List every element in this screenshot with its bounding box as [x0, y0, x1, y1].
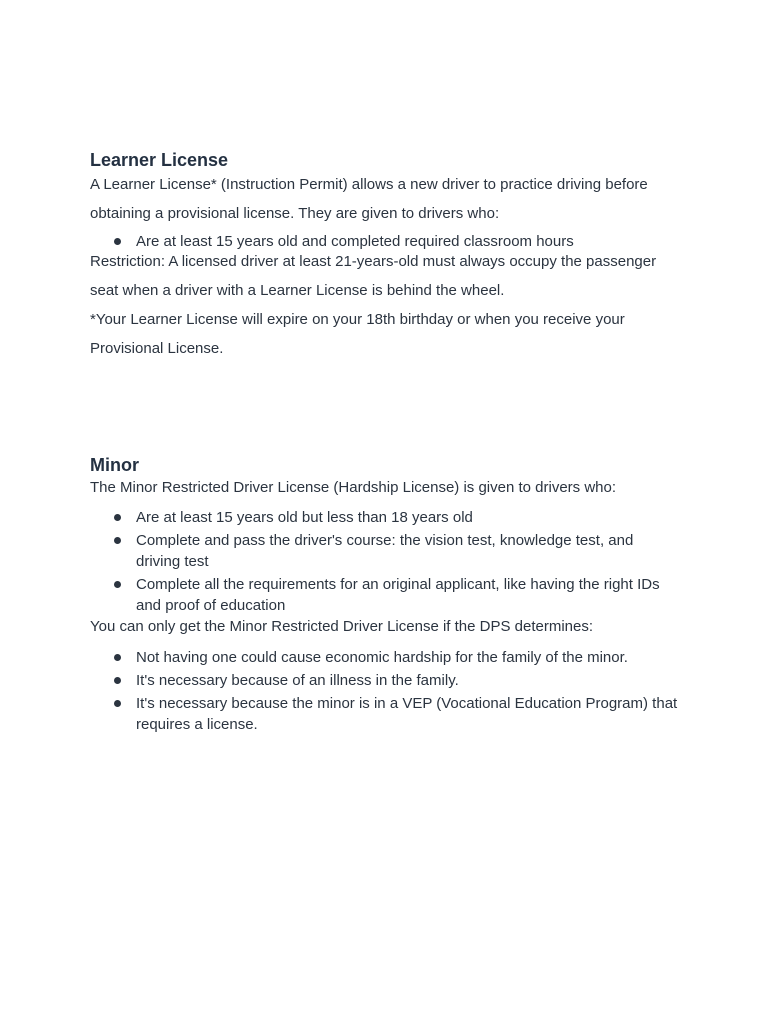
bullet-icon: [114, 677, 121, 684]
learner-license-section: [90, 150, 680, 363]
list-item: [90, 670, 680, 691]
minor-license-intro: The Minor Restricted Driver License (Hardship License) is given to drivers who:: [90, 479, 617, 496]
learner-license-intro: A Learner License* (Instruction Permit) allows a new driver to practice driving before obtaining a provisional license. They are given to drivers who:: [90, 176, 648, 222]
bullet-icon: [114, 238, 121, 245]
minor-condition-list: [90, 647, 680, 735]
list-item: [90, 231, 680, 252]
list-item-text: Are at least 15 years old and completed required classroom hours: [136, 233, 574, 250]
list-item-text: It's necessary because the minor is in a VEP (Vocational Education Program) that requires a license.: [136, 695, 678, 733]
learner-restriction-text: Restriction: A licensed driver at least 21-years-old must always occupy the passenger seat when a driver with a Learner License is behind the wheel.: [90, 253, 657, 299]
bullet-icon: [114, 581, 121, 588]
list-item: [90, 574, 680, 616]
minor-license-heading: Minor: [90, 455, 139, 475]
list-item-text: Complete all the requirements for an original applicant, like having the right IDs and proof of education: [136, 576, 660, 614]
list-item: [90, 647, 680, 668]
learner-license-heading: Learner License: [90, 150, 229, 170]
list-item: [90, 693, 680, 735]
learner-requirements-list: [90, 231, 680, 252]
list-item-text: Complete and pass the driver's course: the vision test, knowledge test, and driving test: [136, 532, 634, 570]
bullet-icon: [114, 654, 121, 661]
minor-requirements-list: [90, 507, 680, 616]
list-item-text: It's necessary because of an illness in the family.: [136, 672, 459, 689]
list-item-text: Not having one could cause economic hardship for the family of the minor.: [136, 649, 628, 666]
list-item: [90, 530, 680, 572]
minor-condition-text: You can only get the Minor Restricted Driver License if the DPS determines:: [90, 618, 594, 635]
bullet-icon: [114, 537, 121, 544]
learner-footnote: *Your Learner License will expire on your 18th birthday or when you receive your Provisional License.: [90, 311, 625, 357]
bullet-icon: [114, 700, 121, 707]
list-item-text: Are at least 15 years old but less than 18 years old: [136, 509, 473, 526]
bullet-icon: [114, 514, 121, 521]
minor-license-section: [90, 455, 680, 735]
list-item: [90, 507, 680, 528]
